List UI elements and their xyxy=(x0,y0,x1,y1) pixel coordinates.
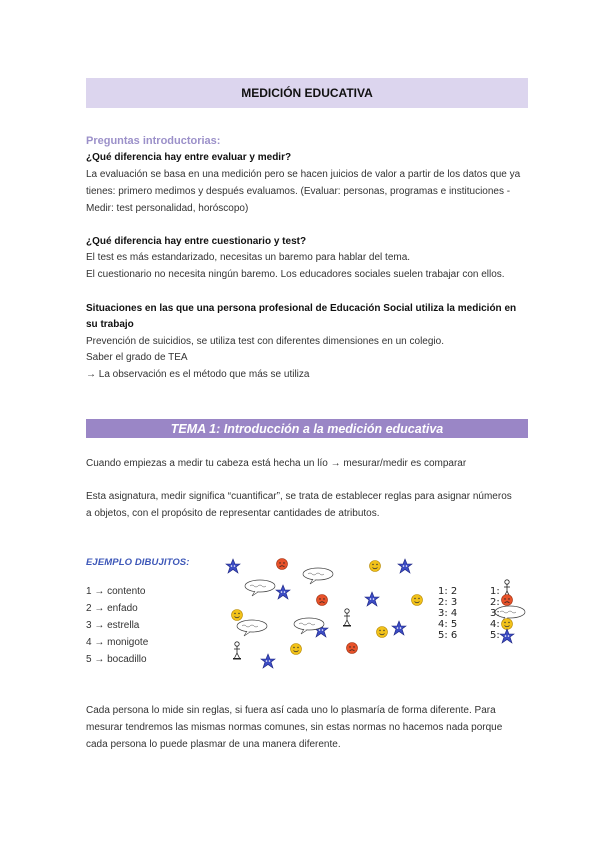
closing-line-3: cada persona lo puede plasmar de una manera diferente. xyxy=(86,739,341,750)
star-icon xyxy=(261,654,275,668)
angry-face-icon xyxy=(347,643,358,654)
key-number-5: 5: xyxy=(490,630,500,641)
section-heading-text: TEMA 1: Introducción a la medición educativa xyxy=(170,421,444,436)
happy-face-icon xyxy=(370,561,381,572)
star-icon xyxy=(392,621,406,635)
answer-1-line-3: Medir: test personalidad, horóscopo) xyxy=(86,203,249,214)
key-pair-1: 1: 2 xyxy=(438,586,458,597)
example-heading: EJEMPLO DIBUJITOS: xyxy=(86,557,190,568)
key-number-2: 2: xyxy=(490,597,500,608)
happy-face-icon xyxy=(412,595,423,606)
question-2: ¿Qué diferencia hay entre cuestionario y test? xyxy=(86,236,307,247)
section-heading-tema-1 xyxy=(86,419,528,438)
key-pair-4: 4: 5 xyxy=(438,619,458,630)
closing-line-1: Cada persona lo mide sin reglas, si fuera así cada uno lo plasmaría de forma diferente. Para xyxy=(86,705,496,716)
star-icon xyxy=(276,585,290,599)
key-number-1: 1: xyxy=(490,586,500,597)
answer-1-line-1: La evaluación se basa en una medición pero se hacen juicios de valor a partir de los datos que ya xyxy=(86,169,521,180)
question-3-line-1: Situaciones en las que una persona profesional de Educación Social utiliza la medición en xyxy=(86,303,517,314)
tema-paragraph-2-line-2: a objetos, con el propósito de representar cantidades de atributos. xyxy=(86,508,380,519)
question-1: ¿Qué diferencia hay entre evaluar y medir? xyxy=(86,152,292,163)
answer-2-line-1: El test es más estandarizado, necesitas un baremo para hablar del tema. xyxy=(86,252,411,263)
intro-heading: Preguntas introductorias: xyxy=(86,135,221,147)
angry-face-icon xyxy=(502,595,513,606)
closing-line-2: mesurar tendremos las mismas normas comunes, sin estas normas no hacemos nada porque xyxy=(86,722,503,733)
key-pair-2: 2: 3 xyxy=(438,597,458,608)
angry-face-icon xyxy=(317,595,328,606)
key-number-4: 4: xyxy=(490,619,500,630)
answer-3-line-3: → La observación es el método que más se utiliza xyxy=(86,369,310,380)
answer-3-line-2: Saber el grado de TEA xyxy=(86,352,188,363)
happy-face-icon xyxy=(377,627,388,638)
speech-bubble-icon xyxy=(303,568,333,584)
stick-figure-icon xyxy=(343,609,351,627)
happy-face-icon xyxy=(291,644,302,655)
star-icon xyxy=(398,559,412,573)
example-drawing xyxy=(215,552,535,677)
example-item-2: 2 → enfado xyxy=(86,603,138,614)
example-item-5: 5 → bocadillo xyxy=(86,654,147,665)
stick-figure-icon xyxy=(233,642,241,660)
star-icon xyxy=(226,559,240,573)
example-item-4: 4 → monigote xyxy=(86,637,149,648)
question-3-line-2: su trabajo xyxy=(86,319,134,330)
star-icon xyxy=(365,592,379,606)
happy-face-icon xyxy=(232,610,243,621)
example-item-3: 3 → estrella xyxy=(86,620,140,631)
answer-2-line-2: El cuestionario no necesita ningún baremo. Los educadores sociales suelen trabajar con ellos. xyxy=(86,269,505,280)
key-pair-3: 3: 4 xyxy=(438,608,458,619)
answer-3-line-1: Prevención de suicidios, se utiliza test con diferentes dimensiones en un colegio. xyxy=(86,336,444,347)
page-title xyxy=(86,78,528,108)
star-icon xyxy=(500,629,514,643)
happy-face-icon xyxy=(502,619,513,630)
page-title-text: MEDICIÓN EDUCATIVA xyxy=(241,86,373,100)
speech-bubble-icon xyxy=(245,580,275,596)
speech-bubble-icon xyxy=(237,620,267,636)
key-number-3: 3: xyxy=(490,608,500,619)
angry-face-icon xyxy=(277,559,288,570)
tema-paragraph-2-line-1: Esta asignatura, medir significa “cuantificar”, se trata de establecer reglas para asignar números xyxy=(86,491,512,502)
answer-1-line-2: tienes: primero medimos y después evaluamos. (Evaluar: personas, programas e instituciones - xyxy=(86,186,511,197)
tema-paragraph-1: Cuando empiezas a medir tu cabeza está hecha un lío → mesurar/medir es comparar xyxy=(86,458,467,469)
key-pair-5: 5: 6 xyxy=(438,630,458,641)
example-item-1: 1 → contento xyxy=(86,586,146,597)
